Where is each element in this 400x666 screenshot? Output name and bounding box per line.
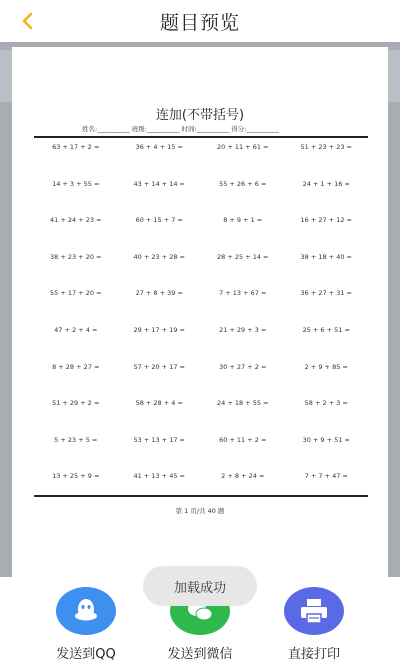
- student-info-line: 姓名:__________ 班级:__________ 时间:__________ 得分:__________: [82, 125, 279, 133]
- problem-cell: 7 + 13 + 67 =: [219, 289, 267, 298]
- top-divider: [34, 136, 368, 138]
- problem-grid: [34, 140, 368, 500]
- problem-cell: 30 + 27 + 2 =: [219, 362, 267, 371]
- problem-cell: 53 + 13 + 17 =: [133, 435, 185, 444]
- problem-row: [34, 469, 368, 506]
- problem-cell: 27 + 8 + 39 =: [135, 289, 183, 298]
- problem-cell: 7 + 7 + 47 =: [304, 472, 348, 481]
- problem-cell: 25 + 6 + 51 =: [302, 325, 350, 334]
- problem-cell: 60 + 11 + 2 =: [219, 435, 267, 444]
- worksheet-title: 连加(不带括号): [155, 108, 245, 123]
- problem-cell: 55 + 26 + 6 =: [219, 179, 267, 188]
- print-directly-button[interactable]: [264, 587, 364, 662]
- back-button[interactable]: [14, 8, 40, 34]
- problem-cell: 38 + 23 + 20 =: [50, 252, 102, 261]
- problem-cell: 8 + 9 + 1 =: [223, 216, 263, 225]
- problem-row: [34, 140, 368, 177]
- problem-cell: 58 + 28 + 4 =: [135, 399, 183, 408]
- problem-cell: 38 + 18 + 40 =: [300, 252, 352, 261]
- problem-cell: 36 + 27 + 31 =: [300, 289, 352, 298]
- top-bar: [0, 0, 400, 42]
- problem-row: [34, 177, 368, 214]
- problem-cell: 13 + 25 + 9 =: [52, 472, 100, 481]
- page-counter: 第 1 页/共 40 题: [175, 507, 225, 515]
- toast-message: 加载成功: [143, 566, 257, 606]
- problem-row: [34, 213, 368, 250]
- worksheet-page: [12, 47, 388, 577]
- problem-row: [34, 286, 368, 323]
- send-to-wechat-label: 发送到微信: [167, 647, 233, 662]
- printer-icon-bg: [284, 587, 344, 635]
- problem-row: [34, 433, 368, 470]
- problem-row: [34, 323, 368, 360]
- problem-cell: 14 + 3 + 55 =: [52, 179, 100, 188]
- problem-cell: 51 + 29 + 2 =: [52, 399, 100, 408]
- qq-icon-bg: [56, 587, 116, 635]
- problem-cell: 24 + 18 + 55 =: [217, 399, 269, 408]
- problem-row: [34, 396, 368, 433]
- problem-cell: 57 + 20 + 17 =: [133, 362, 185, 371]
- problem-cell: 36 + 4 + 15 =: [135, 143, 183, 151]
- problem-cell: 2 + 9 + 85 =: [304, 362, 348, 371]
- print-directly-label: 直接打印: [287, 647, 340, 662]
- problem-cell: 55 + 17 + 20 =: [50, 289, 102, 298]
- send-to-qq-button[interactable]: [36, 587, 136, 662]
- qq-icon: [71, 596, 101, 626]
- problem-cell: 29 + 17 + 19 =: [133, 325, 185, 334]
- problem-cell: 5 + 23 + 5 =: [54, 435, 98, 444]
- problem-cell: 21 + 29 + 3 =: [219, 325, 267, 334]
- backdrop-strip-left: [0, 50, 12, 102]
- problem-cell: 30 + 9 + 51 =: [302, 435, 350, 444]
- problem-cell: 60 + 15 + 7 =: [135, 216, 183, 225]
- problem-cell: 20 + 11 + 61 =: [217, 143, 269, 151]
- problem-cell: 16 + 27 + 12 =: [300, 216, 352, 225]
- problem-cell: 43 + 14 + 14 =: [133, 179, 185, 188]
- problem-cell: 40 + 23 + 28 =: [133, 252, 185, 261]
- problem-row: [34, 360, 368, 397]
- problem-cell: 51 + 23 + 23 =: [300, 143, 352, 151]
- problem-cell: 41 + 24 + 23 =: [50, 216, 102, 225]
- bottom-divider: [34, 495, 368, 497]
- page-title: 题目预览: [159, 11, 240, 34]
- problem-cell: 47 + 2 + 4 =: [54, 325, 98, 334]
- problem-cell: 2 + 8 + 24 =: [221, 472, 265, 481]
- send-to-qq-label: 发送到QQ: [56, 647, 116, 662]
- problem-cell: 24 + 1 + 16 =: [302, 179, 350, 188]
- problem-row: [34, 250, 368, 287]
- problem-cell: 58 + 2 + 3 =: [304, 399, 348, 408]
- backdrop-strip-right: [388, 50, 400, 102]
- printer-icon: [298, 597, 330, 625]
- chevron-left-icon: [20, 12, 34, 30]
- problem-cell: 28 + 25 + 14 =: [217, 252, 269, 261]
- problem-cell: 8 + 28 + 27 =: [52, 362, 100, 371]
- problem-cell: 41 + 13 + 45 =: [133, 472, 185, 481]
- problem-cell: 63 + 17 + 2 =: [52, 143, 100, 151]
